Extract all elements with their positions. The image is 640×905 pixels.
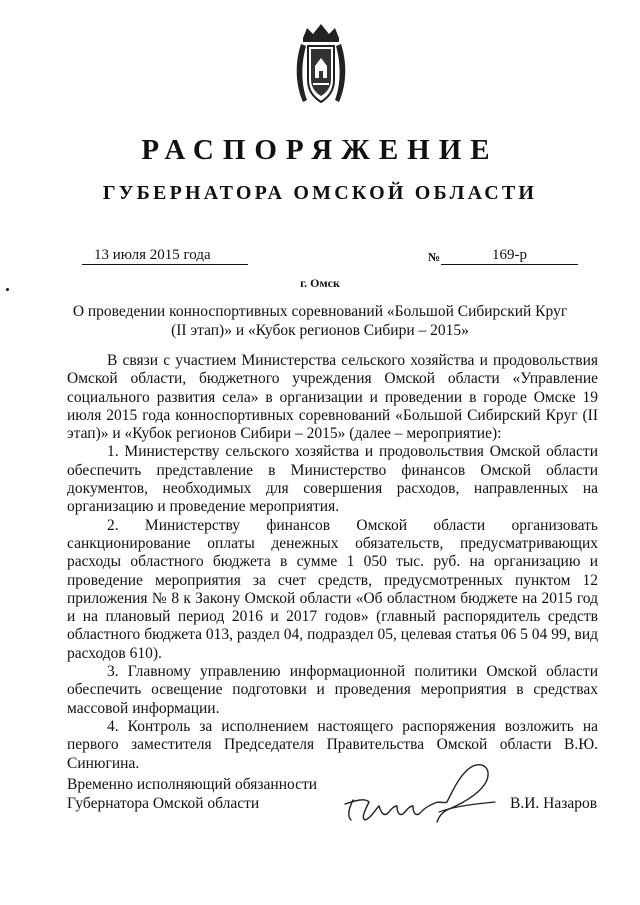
body-paragraph-1: 1. Министерству сельского хозяйства и продовольствия Омской области обеспечить представление в Министерство финансов Омской области документов, необходимых для совершения расходов, направленных на организацию и проведение мероприятия. [67,443,598,516]
document-city: г. Омск [300,276,340,290]
body-paragraph-4: 4. Контроль за исполнением настоящего распоряжения возложить на первого заместителя Председателя Правительства Омской области В.Ю. Синюгина. [67,717,598,772]
subject-line-2: (II этап)» и «Кубок регионов Сибири – 2015» [171,322,469,339]
body-paragraph-2: 2. Министерству финансов Омской области организовать санкционирование оплаты денежных обязательств, предусматривающих расходы областного бюджета в сумме 1 050 тыс. руб. на организацию и проведение мероприятия за счет средств, предусмотренных пунктом 12 приложения № 8 к Закону Омской области «Об областном бюджете на 2015 год и на плановый период 2016 и 2017 годов» (главный распорядитель средств областного бюджета 013, раздел 04, подраздел 05, целевая статья 06 5 04 99, вид расходов 610). [67,516,598,662]
document-issuer: ГУБЕРНАТОРА ОМСКОЙ ОБЛАСТИ [102,182,538,204]
signatory-name: В.И. Назаров [510,795,598,812]
document-title: РАСПОРЯЖЕНИЕ [141,134,499,166]
document-date: 13 июля 2015 года [82,247,248,265]
document-number: 169-р [441,247,578,265]
body-paragraph-intro: В связи с участием Министерства сельского хозяйства и продовольствия Омской области, бюджетного учреждения Омской области «Управление социального развития села» в организации и проведении в городе Омске 19 июля 2015 года конноспортивных соревнований «Большой Сибирский Круг (II этап)» и «Кубок регионов Сибири – 2015» (далее – мероприятие): [67,352,598,443]
document-subject [60,302,580,340]
handwritten-signature [335,760,500,830]
signatory-post [67,776,317,813]
document-body [67,352,598,773]
signatory-post-line-2: Губернатора Омской области [67,794,260,812]
subject-line-1: О проведении конноспортивных соревнований «Большой Сибирский Круг [72,303,568,320]
coat-of-arms-icon [293,22,349,108]
number-sign: № [428,250,441,264]
signatory-post-line-1: Временно исполняющий обязанности [67,776,318,793]
body-paragraph-3: 3. Главному управлению информационной политики Омской области обеспечить освещение подготовки и проведения мероприятия в средствах массовой информации. [67,663,598,717]
